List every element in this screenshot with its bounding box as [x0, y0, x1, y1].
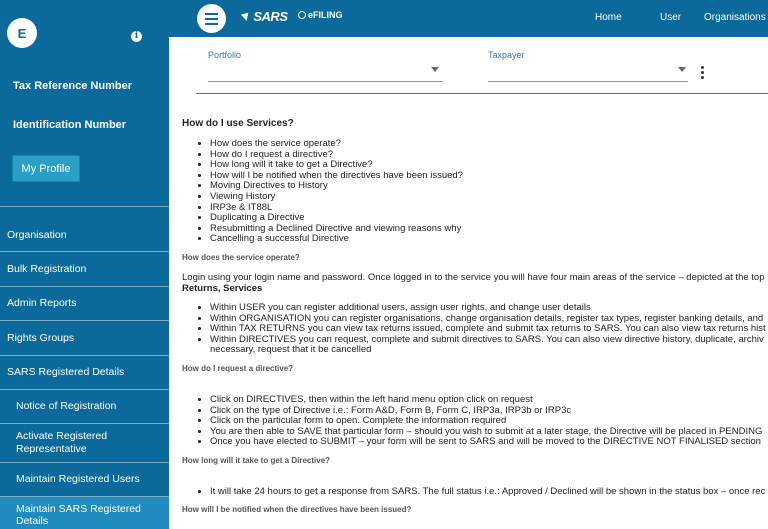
section-list: [210, 487, 768, 498]
list-item: necessary, request that it be cancelled: [210, 344, 372, 356]
section-list: [210, 395, 768, 448]
sidebar-item-admin-reports[interactable]: Admin Reports: [0, 287, 169, 321]
list-item: • Within USER you can register additional users, assign user rights, and change user details: [210, 303, 768, 314]
list-item: • Once you have elected to SUBMIT – your form will be sent to SARS and will be moved to the DIRECTIVE NOT FINALISED section: [210, 437, 768, 448]
sidebar: [0, 0, 169, 529]
portfolio-label: Portfolio: [208, 50, 242, 60]
list-item: • Click on the particular form to open. Complete the information required: [210, 416, 768, 427]
avatar[interactable]: E: [7, 18, 37, 48]
list-item: • Within TAX RETURNS you can view tax returns issued, complete and submit tax returns to SARS. You can also view tax returns hist: [210, 324, 768, 335]
help-content: [182, 118, 768, 529]
top-bar: [169, 0, 768, 37]
taxpayer-select[interactable]: [488, 81, 688, 82]
toc-item[interactable]: • How will I be notified when the directives have been issued?: [210, 171, 768, 182]
toc-item[interactable]: • How does the service operate?: [210, 139, 768, 150]
info-icon[interactable]: i: [131, 31, 142, 42]
toc-item[interactable]: • Cancelling a successful Directive: [210, 234, 768, 245]
sidebar-subitem-activate-registered-representative[interactable]: Activate Registered Representative: [0, 424, 169, 463]
sidebar-menu: [0, 218, 169, 529]
nav-organisations[interactable]: Organisations: [704, 12, 766, 23]
sidebar-subitem-maintain-registered-users[interactable]: Maintain Registered Users: [0, 463, 169, 497]
sidebar-item-organisation[interactable]: Organisation: [0, 218, 169, 252]
toc-item[interactable]: • Moving Directives to History: [210, 181, 768, 192]
list-item: • Within DIRECTIVES you can request, complete and submit directives to SARS. You can also view directive history, duplicate, archiv: [210, 335, 768, 346]
sidebar-item-bulk-registration[interactable]: Bulk Registration: [0, 252, 169, 286]
sidebar-subitem-notice-of-registration[interactable]: Notice of Registration: [0, 390, 169, 424]
toc-item[interactable]: • Viewing History: [210, 192, 768, 203]
filter-bar: [196, 37, 768, 94]
list-item: • It will take 24 hours to get a response from SARS. The full status i.e.: Approved / Declined will be shown in the status box – once rec: [210, 487, 768, 498]
toc-item[interactable]: • IRP3e & IT88L: [210, 203, 768, 214]
identification-label: Identification Number: [13, 119, 127, 131]
list-item: • Click on the type of Directive i.e.: Form A&D, Form B, Form C, IRP3a, IRP3b or IRP3c: [210, 406, 768, 417]
taxpayer-dropdown-icon[interactable]: [678, 67, 686, 72]
section-list: [210, 303, 768, 356]
section-paragraph: Login using your login name and password. Once logged in to the service you will have four main areas of the service – depicted at the top Returns, Services: [182, 271, 765, 294]
sidebar-subitem-maintain-sars-registered-details[interactable]: Maintain SARS Registered Details: [0, 497, 169, 529]
sidebar-item-sars-registered-details[interactable]: SARS Registered Details: [0, 356, 169, 390]
portfolio-select[interactable]: [208, 81, 443, 82]
sidebar-divider: [0, 206, 169, 207]
section-heading: How will I be notified when the directives have been issued?: [182, 505, 412, 515]
taxpayer-label: Taxpayer: [488, 50, 525, 60]
toc-item[interactable]: • Resubmitting a Declined Directive and viewing reasons why: [210, 224, 768, 235]
section-heading: How does the service operate?: [182, 252, 300, 262]
sars-logo: ▼SARS: [237, 7, 288, 26]
toc-item[interactable]: • Duplicating a Directive: [210, 213, 768, 224]
sidebar-item-rights-groups[interactable]: Rights Groups: [0, 321, 169, 355]
list-item: • Click on DIRECTIVES, then within the left hand menu option click on request: [210, 395, 768, 406]
list-item: • You are then able to SAVE that particular form – should you wish to submit at a later stage, the Directive will be placed in PENDING: [210, 427, 768, 438]
tax-reference-label: Tax Reference Number: [13, 80, 133, 92]
hamburger-menu-icon[interactable]: [197, 4, 226, 33]
page-title: How do I use Services?: [182, 118, 294, 129]
more-options-icon[interactable]: [701, 66, 705, 79]
list-item: • Within ORGANISATION you can register organisations, change organisation details, register tax types, register banking details, and: [210, 314, 768, 325]
section-heading: How do I request a directive?: [182, 363, 294, 373]
toc-item[interactable]: • How long will it take to get a Directive?: [210, 160, 768, 171]
toc-list: [210, 139, 768, 245]
efiling-logo: eFILING: [298, 10, 343, 20]
toc-item[interactable]: • How do I request a directive?: [210, 150, 768, 161]
nav-home[interactable]: Home: [595, 12, 622, 23]
my-profile-button[interactable]: My Profile: [12, 155, 80, 182]
portfolio-dropdown-icon[interactable]: [431, 67, 439, 72]
nav-user[interactable]: User: [660, 12, 682, 23]
section-heading: How long will it take to get a Directive?: [182, 455, 331, 465]
